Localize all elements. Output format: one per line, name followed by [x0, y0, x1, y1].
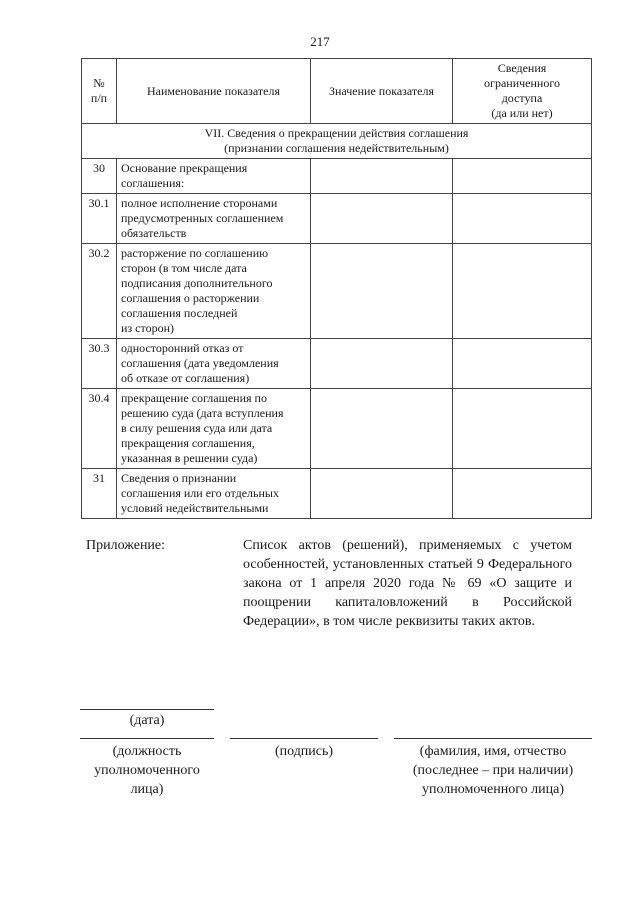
row-access-cell: [453, 194, 592, 244]
row-access-cell: [453, 469, 592, 519]
table-header-row: [82, 59, 592, 124]
name-line: Основание прекращения: [121, 161, 248, 175]
header-number: [82, 59, 117, 124]
row-access-cell: [453, 159, 592, 194]
section-title-line: (признании соглашения недействительным): [224, 141, 449, 155]
row-value-cell: [311, 389, 453, 469]
section-title: [82, 124, 592, 159]
header-indicator-name: Наименование показателя: [117, 59, 311, 124]
page-number: 217: [310, 34, 330, 49]
name-line: соглашения или его отдельных: [121, 486, 279, 500]
position-caption: [68, 742, 226, 799]
caption-line: уполномоченного лица): [422, 782, 564, 797]
caption-line: лица): [130, 782, 164, 797]
name-line: прекращения соглашения,: [121, 436, 255, 450]
header-number-line: п/п: [90, 91, 108, 105]
row-indicator-name: [117, 194, 311, 244]
indicators-table: [81, 58, 592, 519]
caption-line: (должность: [112, 744, 182, 759]
table-row: [82, 159, 592, 194]
signature-caption: (подпись): [274, 744, 334, 759]
row-value-cell: [311, 469, 453, 519]
full-name-caption: [384, 742, 602, 799]
caption-line: (последнее – при наличии): [412, 763, 574, 778]
row-access-cell: [453, 244, 592, 339]
header-access-line: доступа: [501, 91, 543, 105]
name-line: Сведения о признании: [121, 471, 237, 485]
name-line: предусмотренных соглашением: [121, 211, 284, 225]
appendix-text: Список актов (решений), применяемых с учетом особенностей, установленных статьей 9 Федерального закона от 1 апреля 2020 года № 69 «О защите и поощрении капиталовложений в Российской Федерации», в том числе реквизиты таких актов.: [243, 538, 572, 629]
row-indicator-name: [117, 159, 311, 194]
name-line: полное исполнение сторонами: [121, 196, 278, 210]
caption-line: уполномоченного: [94, 763, 200, 778]
row-indicator-name: [117, 244, 311, 339]
date-caption: (дата): [129, 713, 165, 728]
name-line: односторонний отказ от: [121, 341, 244, 355]
row-number: 30.1: [82, 194, 117, 244]
full-name-line: [394, 738, 592, 739]
row-access-cell: [453, 389, 592, 469]
appendix-label: Приложение:: [86, 538, 166, 553]
name-line: соглашения:: [121, 176, 185, 190]
section-row: [82, 124, 592, 159]
row-value-cell: [311, 244, 453, 339]
name-line: прекращение соглашения по: [121, 391, 267, 405]
name-line: соглашения (дата уведомления: [121, 356, 279, 370]
section-title-line: VII. Сведения о прекращении действия соглашения: [204, 126, 469, 140]
row-number: 30.2: [82, 244, 117, 339]
name-line: в силу решения суда или дата: [121, 421, 273, 435]
name-line: расторжение по соглашению: [121, 246, 269, 260]
table-row: [82, 244, 592, 339]
row-number: 30.4: [82, 389, 117, 469]
name-line: подписания дополнительного: [121, 276, 273, 290]
row-number: 31: [82, 469, 117, 519]
table-row: [82, 339, 592, 389]
name-line: указанная в решении суда): [121, 451, 258, 465]
row-number: 30.3: [82, 339, 117, 389]
table-row: [82, 469, 592, 519]
row-value-cell: [311, 159, 453, 194]
header-number-line: №: [93, 76, 105, 90]
name-line: решению суда (дата вступления: [121, 406, 284, 420]
row-value-cell: [311, 339, 453, 389]
row-indicator-name: [117, 469, 311, 519]
name-line: из сторон): [121, 321, 174, 335]
row-indicator-name: [117, 339, 311, 389]
caption-line: (фамилия, имя, отчество: [419, 744, 567, 759]
row-number: 30: [82, 159, 117, 194]
position-line: [80, 738, 214, 739]
header-restricted-access: [453, 59, 592, 124]
name-line: соглашения о расторжении: [121, 291, 260, 305]
name-line: условий недействительными: [121, 501, 269, 515]
name-line: сторон (в том числе дата: [121, 261, 247, 275]
row-indicator-name: [117, 389, 311, 469]
header-access-line: (да или нет): [491, 106, 553, 120]
name-line: обязательств: [121, 226, 187, 240]
date-line: [80, 709, 214, 710]
name-line: об отказе от соглашения): [121, 371, 250, 385]
row-value-cell: [311, 194, 453, 244]
header-access-line: ограниченного: [484, 76, 560, 90]
row-access-cell: [453, 339, 592, 389]
table-row: [82, 389, 592, 469]
table-row: [82, 194, 592, 244]
name-line: соглашения последней: [121, 306, 238, 320]
header-access-line: Сведения: [497, 61, 547, 75]
signature-line: [230, 738, 378, 739]
header-indicator-value: Значение показателя: [311, 59, 453, 124]
